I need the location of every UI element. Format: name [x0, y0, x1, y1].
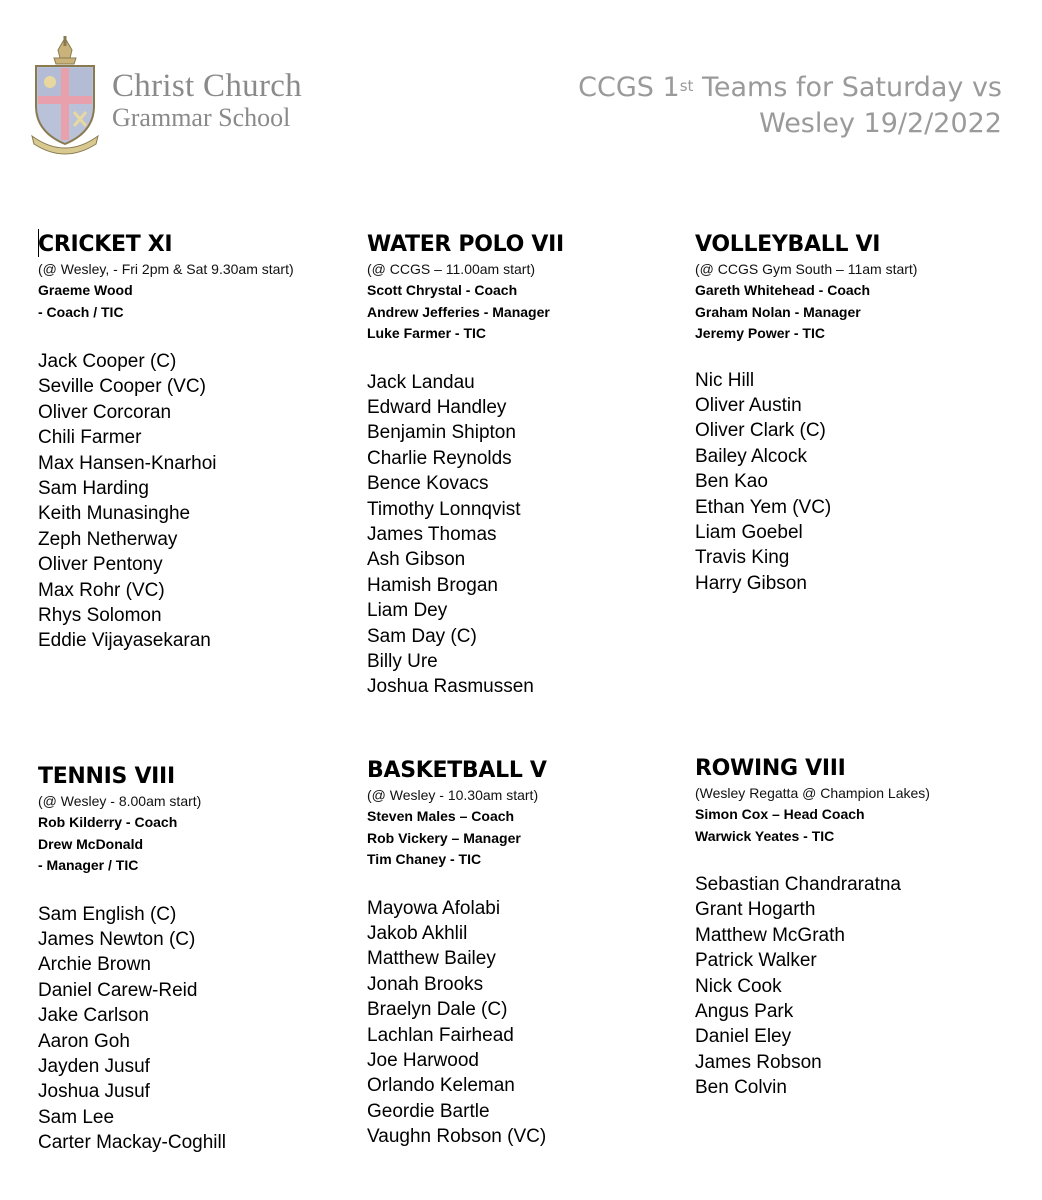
player: Travis King — [695, 547, 790, 569]
team-name: CRICKET XI — [38, 232, 173, 257]
staff-line: Scott Chrystal - Coach — [367, 282, 518, 298]
player: Benjamin Shipton — [367, 422, 516, 444]
player-list — [38, 349, 338, 654]
team-venue: (@ Wesley, - Fri 2pm & Sat 9.30am start) — [38, 261, 294, 277]
player: James Newton (C) — [38, 928, 196, 950]
player: Vaughn Robson (VC) — [367, 1126, 547, 1148]
player: Ash Gibson — [367, 549, 466, 571]
player-list — [695, 872, 995, 1101]
player: Bence Kovacs — [367, 473, 489, 495]
player: Chili Farmer — [38, 427, 142, 449]
player: Nick Cook — [695, 975, 782, 997]
staff-line: Gareth Whitehead - Coach — [695, 282, 871, 298]
school-logo — [30, 36, 330, 156]
player: Braelyn Dale (C) — [367, 999, 508, 1021]
player: Timothy Lonnqvist — [367, 498, 521, 520]
player: Ben Kao — [695, 471, 768, 493]
player: Joe Harwood — [367, 1049, 479, 1071]
staff-line: Tim Chaney - TIC — [367, 851, 482, 867]
player: Oliver Pentony — [38, 554, 163, 576]
team-name: TENNIS VIII — [38, 764, 175, 789]
player-list — [367, 896, 667, 1150]
staff-line: Graeme Wood — [38, 282, 133, 298]
player: Angus Park — [695, 1001, 794, 1023]
school-name-line1: Christ Church — [112, 68, 302, 104]
player: Daniel Carew-Reid — [38, 979, 198, 1001]
title-line1 — [502, 70, 1002, 106]
staff-line: Andrew Jefferies - Manager — [367, 303, 550, 320]
title-line2: Wesley 19/2/2022 — [759, 108, 1002, 139]
team-name: VOLLEYBALL VI — [695, 232, 881, 257]
player: Zeph Netherway — [38, 528, 178, 550]
player: Jakob Akhlil — [367, 922, 468, 944]
player: Matthew Bailey — [367, 948, 496, 970]
player: Patrick Walker — [695, 950, 817, 972]
player: Hamish Brogan — [367, 574, 498, 596]
staff-line: Simon Cox – Head Coach — [695, 806, 865, 822]
player: Orlando Keleman — [367, 1075, 515, 1097]
player: Carter Mackay-Coghill — [38, 1132, 226, 1154]
player: Max Hansen-Knarhoi — [38, 452, 217, 474]
staff-line: Luke Farmer - TIC — [367, 325, 487, 341]
player: Grant Hogarth — [695, 899, 816, 921]
player: Edward Handley — [367, 396, 507, 418]
player: Oliver Clark (C) — [695, 420, 826, 442]
player: Harry Gibson — [695, 572, 807, 594]
player: Sam Lee — [38, 1106, 115, 1128]
player: Jack Cooper (C) — [38, 351, 177, 372]
team-venue: (@ Wesley - 10.30am start) — [367, 787, 539, 803]
team-name: WATER POLO VII — [367, 232, 564, 257]
team-water-polo — [367, 231, 667, 700]
player: Lachlan Fairhead — [367, 1024, 514, 1046]
player: Joshua Jusuf — [38, 1081, 150, 1103]
player: Eddie Vijayasekaran — [38, 630, 211, 652]
team-venue: (@ CCGS – 11.00am start) — [367, 261, 535, 277]
player: Nic Hill — [695, 369, 755, 391]
player: Sam English (C) — [38, 903, 177, 925]
page-title — [502, 70, 1002, 142]
school-crest-icon — [30, 36, 100, 156]
player-list — [695, 368, 995, 597]
school-name — [112, 70, 302, 131]
team-basketball — [367, 757, 667, 1150]
player: Jonah Brooks — [367, 973, 484, 995]
player-list — [38, 902, 338, 1156]
staff-line: Jeremy Power - TIC — [695, 325, 825, 341]
title-suffix: Teams for Saturday vs — [693, 72, 1002, 103]
player-list — [367, 370, 667, 700]
player: Archie Brown — [38, 954, 151, 976]
player: Aaron Goh — [38, 1030, 130, 1052]
player: Billy Ure — [367, 650, 438, 672]
player: James Robson — [695, 1051, 822, 1073]
player: Keith Munasinghe — [38, 503, 191, 525]
team-name: ROWING VIII — [695, 756, 846, 781]
player: Sam Harding — [38, 478, 149, 500]
staff-line: Drew McDonald — [38, 835, 144, 852]
player: Sebastian Chandraratna — [695, 874, 901, 895]
player: Oliver Corcoran — [38, 401, 172, 423]
player: Daniel Eley — [695, 1026, 792, 1048]
team-tennis — [38, 763, 338, 1156]
staff-line: Rob Kilderry - Coach — [38, 814, 178, 830]
team-venue: (@ CCGS Gym South – 11am start) — [695, 261, 918, 277]
title-superscript: st — [679, 77, 694, 95]
staff-line: Graham Nolan - Manager — [695, 303, 861, 320]
staff-line: Warwick Yeates - TIC — [695, 827, 835, 844]
staff-line: - Coach / TIC — [38, 303, 124, 320]
player: Oliver Austin — [695, 394, 802, 416]
player: Jack Landau — [367, 371, 475, 393]
player: James Thomas — [367, 523, 497, 545]
player: Jayden Jusuf — [38, 1055, 150, 1077]
player: Mayowa Afolabi — [367, 897, 501, 919]
player: Liam Dey — [367, 600, 448, 622]
team-cricket — [38, 231, 338, 654]
player: Sam Day (C) — [367, 625, 477, 647]
player: Geordie Bartle — [367, 1100, 490, 1122]
player: Matthew McGrath — [695, 924, 845, 946]
team-name: BASKETBALL V — [367, 758, 547, 783]
staff-line: Rob Vickery – Manager — [367, 829, 521, 846]
player: Jake Carlson — [38, 1005, 149, 1027]
player: Joshua Rasmussen — [367, 676, 534, 698]
player: Max Rohr (VC) — [38, 579, 165, 601]
player: Rhys Solomon — [38, 605, 162, 627]
team-venue: (Wesley Regatta @ Champion Lakes) — [695, 785, 930, 801]
team-volleyball — [695, 231, 995, 596]
player: Liam Goebel — [695, 521, 803, 543]
school-name-line2: Grammar School — [112, 103, 291, 132]
title-prefix: CCGS 1 — [578, 72, 680, 103]
team-venue: (@ Wesley - 8.00am start) — [38, 793, 202, 809]
player: Bailey Alcock — [695, 445, 807, 467]
player: Ben Colvin — [695, 1077, 787, 1099]
team-rowing — [695, 755, 995, 1101]
player: Seville Cooper (VC) — [38, 376, 206, 398]
player: Charlie Reynolds — [367, 447, 512, 469]
staff-line: - Manager / TIC — [38, 857, 139, 873]
staff-line: Steven Males – Coach — [367, 808, 515, 824]
player: Ethan Yem (VC) — [695, 496, 832, 518]
